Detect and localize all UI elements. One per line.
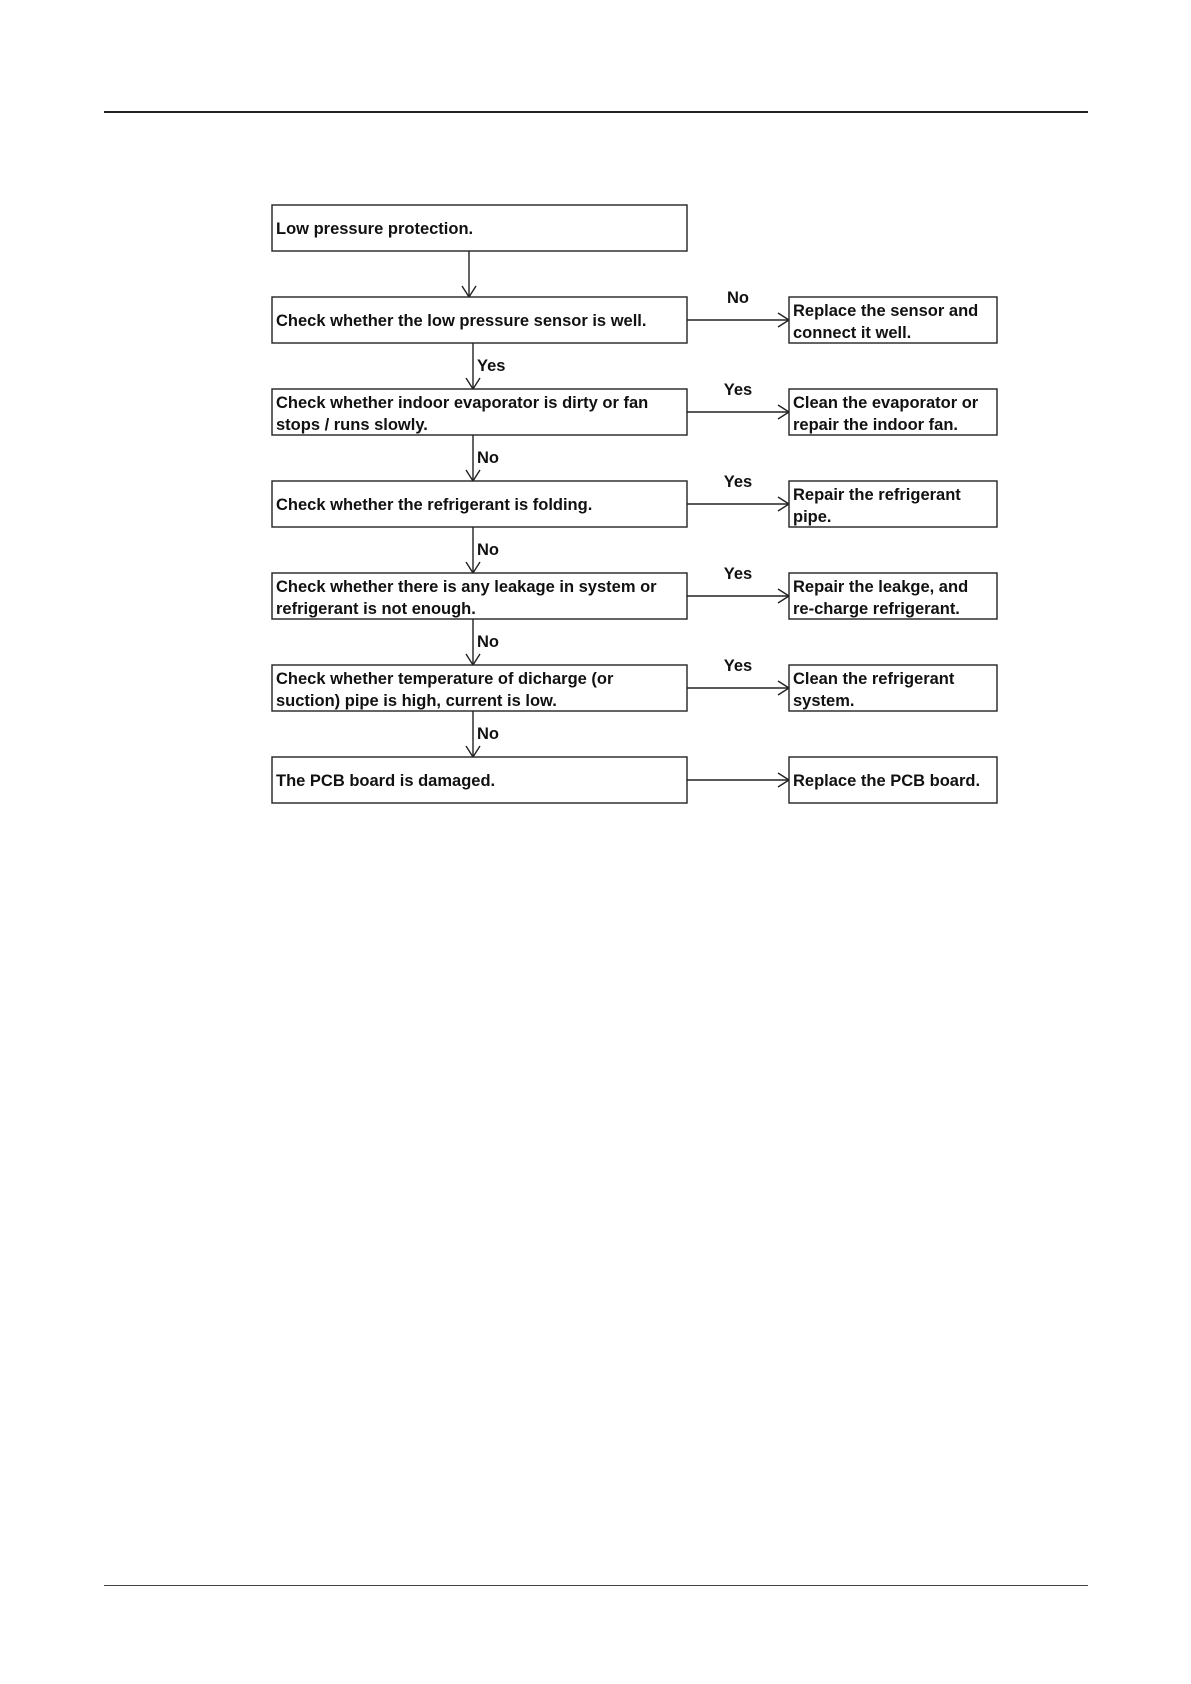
connector-label: No (727, 289, 749, 307)
connector-check-evaporator-to-check-folding (466, 435, 499, 481)
node-fix-evaporator (789, 389, 997, 435)
node-text-line: Replace the PCB board. (793, 772, 981, 790)
connector-label: Yes (723, 657, 753, 675)
node-check-sensor (272, 297, 687, 343)
node-pcb-damaged (272, 757, 687, 803)
node-text-line: Check whether the low pressure sensor is well. (276, 312, 647, 330)
connector-check-discharge-to-fix-system (687, 657, 789, 695)
connector-check-folding-to-check-leakage (466, 527, 499, 573)
connector-start-to-check-sensor (462, 251, 476, 297)
node-start (272, 205, 687, 251)
node-check-discharge (272, 665, 687, 711)
node-fix-leakage (789, 573, 997, 619)
connector-check-discharge-to-pcb-damaged (466, 711, 499, 757)
node-text-line: Repair the refrigerant (793, 486, 961, 504)
node-text-line: Clean the evaporator or (793, 394, 979, 412)
connector-check-leakage-to-fix-leakage (687, 565, 789, 603)
connector-check-leakage-to-check-discharge (466, 619, 499, 665)
connector-check-sensor-to-check-evaporator (466, 343, 505, 389)
node-check-folding (272, 481, 687, 527)
node-text-line: refrigerant is not enough. (276, 600, 476, 618)
node-text-line: Repair the leakge, and (793, 578, 969, 596)
node-text-line: suction) pipe is high, current is low. (276, 692, 557, 710)
connector-pcb-damaged-to-replace-pcb (687, 773, 789, 787)
connector-label: No (477, 725, 499, 743)
connector-label: No (477, 449, 499, 467)
connector-label: Yes (723, 473, 753, 491)
node-check-leakage (272, 573, 687, 619)
node-fix-system (789, 665, 997, 711)
footer-rule (104, 1585, 1088, 1586)
node-text-line: Clean the refrigerant (793, 670, 955, 688)
node-text-line: re-charge refrigerant. (793, 600, 960, 618)
connector-check-folding-to-fix-pipe (687, 473, 789, 511)
node-text-line: connect it well. (793, 324, 912, 342)
connector-label: Yes (723, 565, 753, 583)
connector-label: Yes (723, 381, 753, 399)
node-fix-pipe (789, 481, 997, 527)
connector-check-sensor-to-fix-sensor (687, 289, 789, 327)
node-text-line: stops / runs slowly. (276, 416, 428, 434)
node-text-line: The PCB board is damaged. (276, 772, 496, 790)
node-text-line: Check whether there is any leakage in system or (276, 578, 657, 596)
connector-check-evaporator-to-fix-evaporator (687, 381, 789, 419)
node-text-line: Check whether the refrigerant is folding. (276, 496, 593, 514)
node-replace-pcb (789, 757, 997, 803)
connector-label: No (477, 633, 499, 651)
node-text-line: repair the indoor fan. (793, 416, 959, 434)
connector-label: Yes (477, 357, 506, 375)
node-fix-sensor (789, 297, 997, 343)
node-text-line: Low pressure protection. (276, 220, 474, 238)
node-check-evaporator (272, 389, 687, 435)
node-text-line: Replace the sensor and (793, 302, 979, 320)
node-text-line: pipe. (793, 508, 832, 526)
node-text-line: system. (793, 692, 855, 710)
node-text-line: Check whether temperature of dicharge (or (276, 670, 614, 688)
connector-label: No (477, 541, 499, 559)
node-text-line: Check whether indoor evaporator is dirty or fan (276, 394, 649, 412)
